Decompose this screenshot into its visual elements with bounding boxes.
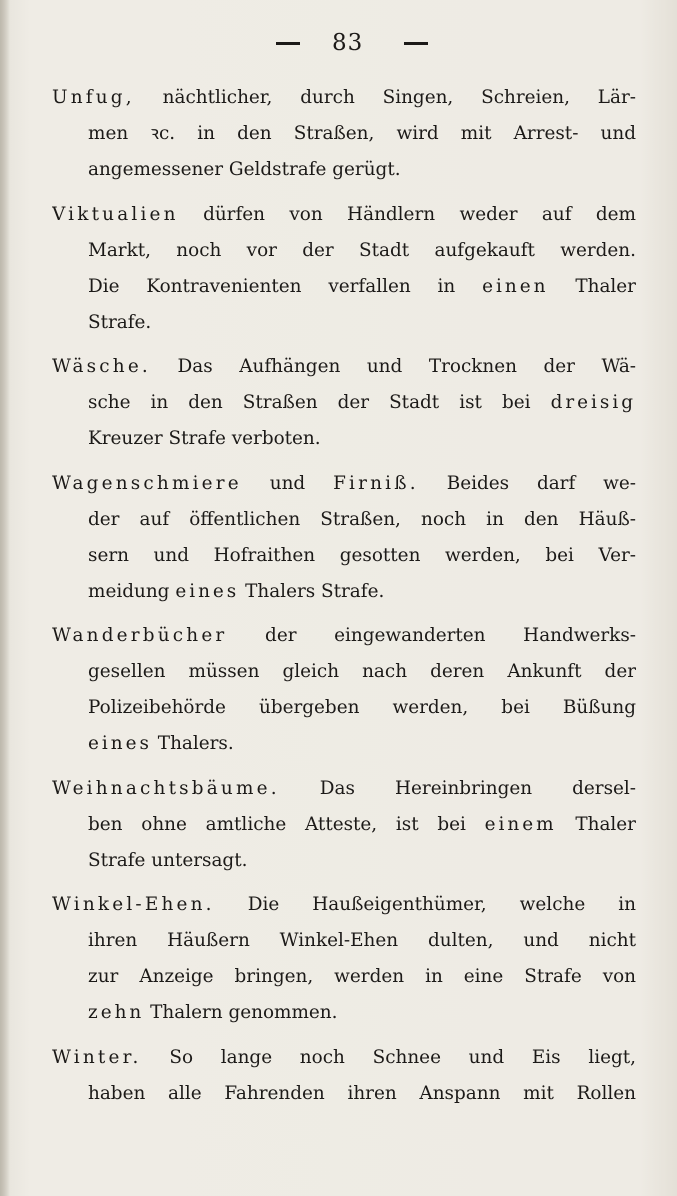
entry-line [52,771,636,807]
entry-lemma: Wagenschmiere [52,472,242,494]
entry-text-spaced: einen [482,275,549,297]
entry-text: Beides darf we- [446,472,636,494]
entry-line: Kreuzer Strafe verboten. [88,428,321,449]
entry-text: ben ohne amtliche Atteste, ist bei [88,813,466,835]
entry-text: Thalers Strafe. [245,580,385,602]
entry-text: sche in den Straßen der Stadt ist bei [88,392,531,413]
entry-lemma: Winter. [52,1046,142,1068]
entry-text: Thalern genommen. [150,1002,338,1023]
entry-text-spaced: einem [484,813,557,835]
entry-line [52,995,636,1031]
entry-text: Die Kontravenienten verfallen in [88,275,456,297]
entry-line: der auf öffentlichen Straßen, noch in den Häuß- [88,508,636,530]
page-header [0,28,677,62]
entry-lemma: Weihnachtsbäume. [52,777,280,799]
entry-text-spaced: eines [175,580,240,602]
entry-line [52,1040,636,1076]
page-number: 83 [332,30,364,56]
entry-text: dürfen von Händlern weder auf dem [203,203,636,225]
entry-line: gesellen müssen gleich nach deren Ankunft der [88,661,636,682]
entry-text-spaced: zehn [88,1002,145,1023]
entry-line: Markt, noch vor der Stadt aufgekauft werden. [88,239,636,261]
entry-line [52,269,636,305]
entry-winter [52,1040,636,1112]
entry-line [52,80,636,116]
entry-text: Das Aufhängen und Trocknen der Wä- [177,356,636,377]
entry-text-spaced: dreisig [550,392,636,413]
header-dash-right [404,42,428,45]
entry-lemma: Wanderbücher [52,625,228,646]
entry-lemma: Viktualien [52,203,179,225]
entry-lemma: Wäsche. [52,356,151,377]
entry-wanderbuecher [52,618,636,762]
entry-line [52,726,636,762]
entry-line [52,618,636,654]
entry-line: haben alle Fahrenden ihren Anspann mit Rollen [88,1082,636,1104]
entry-line: angemessener Geldstrafe gerügt. [88,159,401,180]
entry-line [52,466,636,502]
entry-wagenschmiere [52,466,636,610]
entry-waesche [52,349,636,457]
header-dash-left [276,42,300,45]
entry-text: Die Haußeigenthümer, welche in [247,894,636,915]
entry-text: Das Hereinbringen dersel- [319,777,636,799]
entry-line [52,197,636,233]
entry-line: Strafe. [88,311,152,333]
entry-text: nächtlicher, durch Singen, Schreien, Lär- [162,87,636,108]
entry-text: der eingewanderten Handwerks- [265,625,636,646]
entry-line [52,807,636,843]
entry-winkel-ehen [52,887,636,1031]
entry-lemma: Winkel-Ehen. [52,894,215,915]
entry-lemma: Unfug, [52,87,135,108]
entry-line [52,574,636,610]
entry-line: ihren Häußern Winkel-Ehen dulten, und nicht [88,930,636,951]
entry-line: Polizeibehörde übergeben werden, bei Büßung [88,697,636,718]
entry-unfug [52,80,636,188]
entry-weihnachtsbaeume [52,771,636,879]
entry-text: So lange noch Schnee und Eis liegt, [169,1046,636,1068]
entry-line: zur Anzeige bringen, werden in eine Strafe von [88,966,636,987]
entry-text: meidung [88,580,170,602]
entry-text: und [269,472,306,494]
entry-line [52,887,636,923]
entry-list [52,80,636,1120]
entry-line: sern und Hofraithen gesotten werden, bei Ver- [88,544,636,566]
entry-line [52,349,636,385]
entry-line [52,385,636,421]
entry-text: Thaler [575,813,636,835]
entry-line: Strafe untersagt. [88,849,248,871]
entry-text-spaced: eines [88,733,152,754]
entry-lemma: Firniß. [333,472,419,494]
entry-text: Thalers. [157,733,234,754]
entry-line: men ꝛc. in den Straßen, wird mit Arrest- und [88,123,636,144]
entry-text: Thaler [575,275,636,297]
entry-viktualien [52,197,636,341]
